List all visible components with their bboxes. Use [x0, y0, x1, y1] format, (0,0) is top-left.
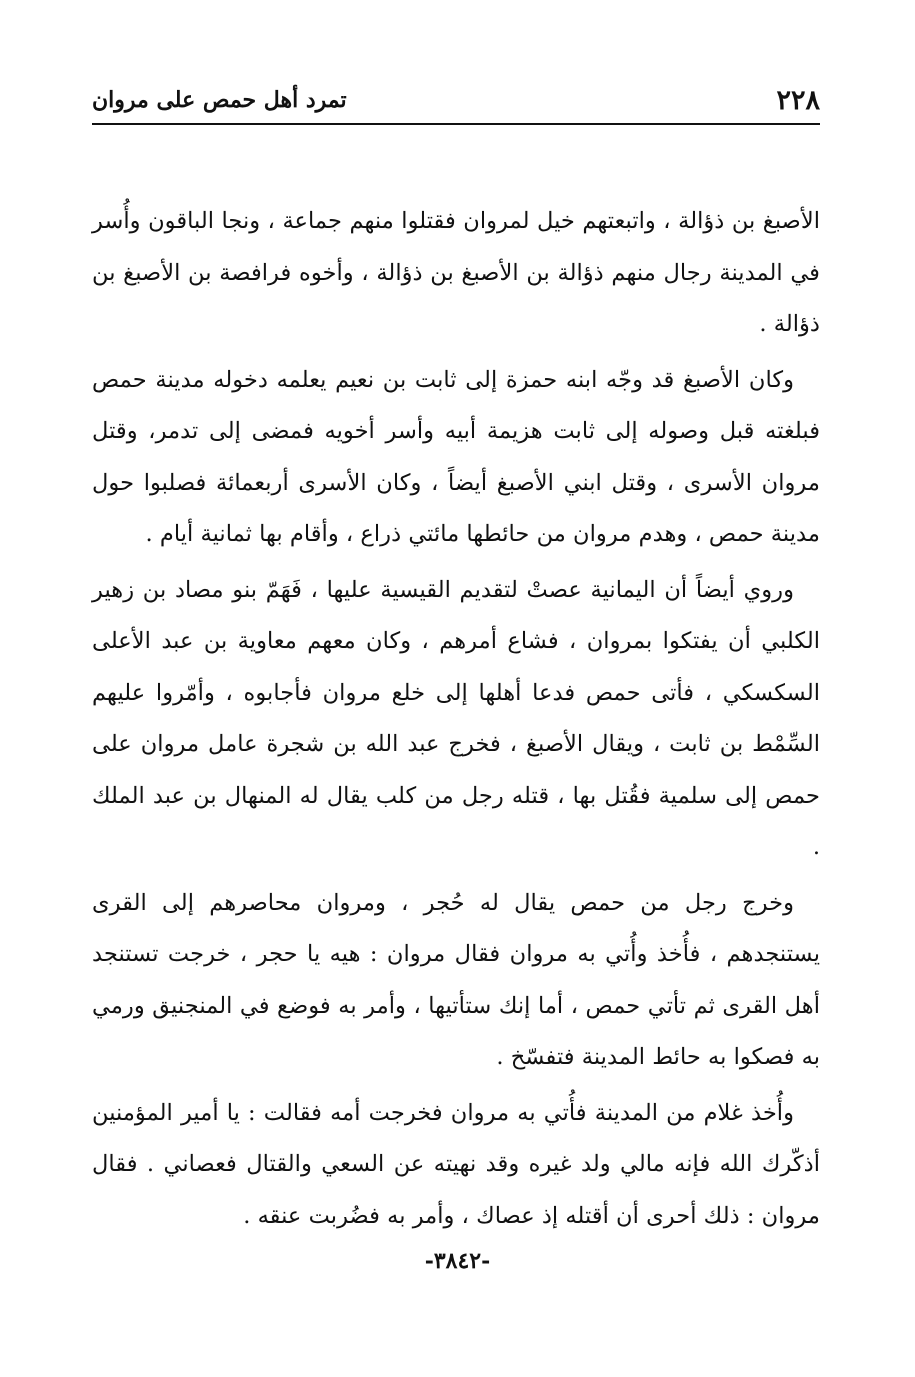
running-title: تمرد أهل حمص على مروان: [92, 87, 347, 113]
paragraph: وكان الأصبغ قد وجّه ابنه حمزة إلى ثابت بن نعيم يعلمه دخوله مدينة حمص فبلغته قبل وصوله إلى ثابت هزيمة أبيه وأسر أخويه فمضى إلى تدمر، وقتل مروان الأسرى ، وقتل ابني الأصبغ أيضاً ، وكان الأسرى أربعمائة فصلبوا حول مدينة حمص ، وهدم مروان من حائطها مائتي ذراع ، وأقام بها ثمانية أيام .: [92, 366, 820, 547]
page-number: ٢٢٨: [776, 84, 820, 116]
header-rule: [92, 123, 820, 125]
paragraph: وخرج رجل من حمص يقال له حُجر ، ومروان محاصرهم إلى القرى يستنجدهم ، فأُخذ وأُتي به مروان فقال مروان : هيه يا حجر ، خرجت تستنجد أهل القرى ثم تأتي حمص ، أما إنك ستأتيها ، وأمر به فوضع في المنجنيق ورمي به فصكوا به حائط المدينة فتفسّخ .: [92, 889, 820, 1070]
paragraph: وروي أيضاً أن اليمانية عصتْ لتقديم القيسية عليها ، فَهَمّ بنو مصاد بن زهير الكلبي أن يفتكوا بمروان ، فشاع أمرهم ، وكان معهم معاوية بن عبد الأعلى السكسكي ، فأتى حمص فدعا أهلها إلى خلع مروان فأجابوه ، وأمّروا عليهم السِّمْط بن ثابت ، ويقال الأصبغ ، فخرج عبد الله بن شجرة عامل مروان على حمص إلى سلمية فقُتل بها ، قتله رجل من كلب يقال له المنهال بن عبد الملك .: [92, 576, 820, 860]
paragraph: الأصبغ بن ذؤالة ، واتبعتهم خيل لمروان فقتلوا منهم جماعة ، ونجا الباقون وأُسر في المدينة رجال منهم ذؤالة بن الأصبغ بن ذؤالة ، وأخوه فرافصة بن الأصبغ بن ذؤالة .: [92, 208, 820, 337]
body-text: [92, 196, 820, 1246]
folio-number: -٣٨٤٢-: [424, 1248, 491, 1274]
running-head: [92, 82, 820, 118]
paragraph: وأُخذ غلام من المدينة فأُتي به مروان فخرجت أمه فقالت : يا أمير المؤمنين أذكّرك الله فإنه مالي ولد غيره وقد نهيته عن السعي والقتال فعصاني . فقال مروان : ذلك أحرى أن أقتله إذ عصاك ، وأمر به فضُربت عنقه .: [92, 1099, 820, 1229]
